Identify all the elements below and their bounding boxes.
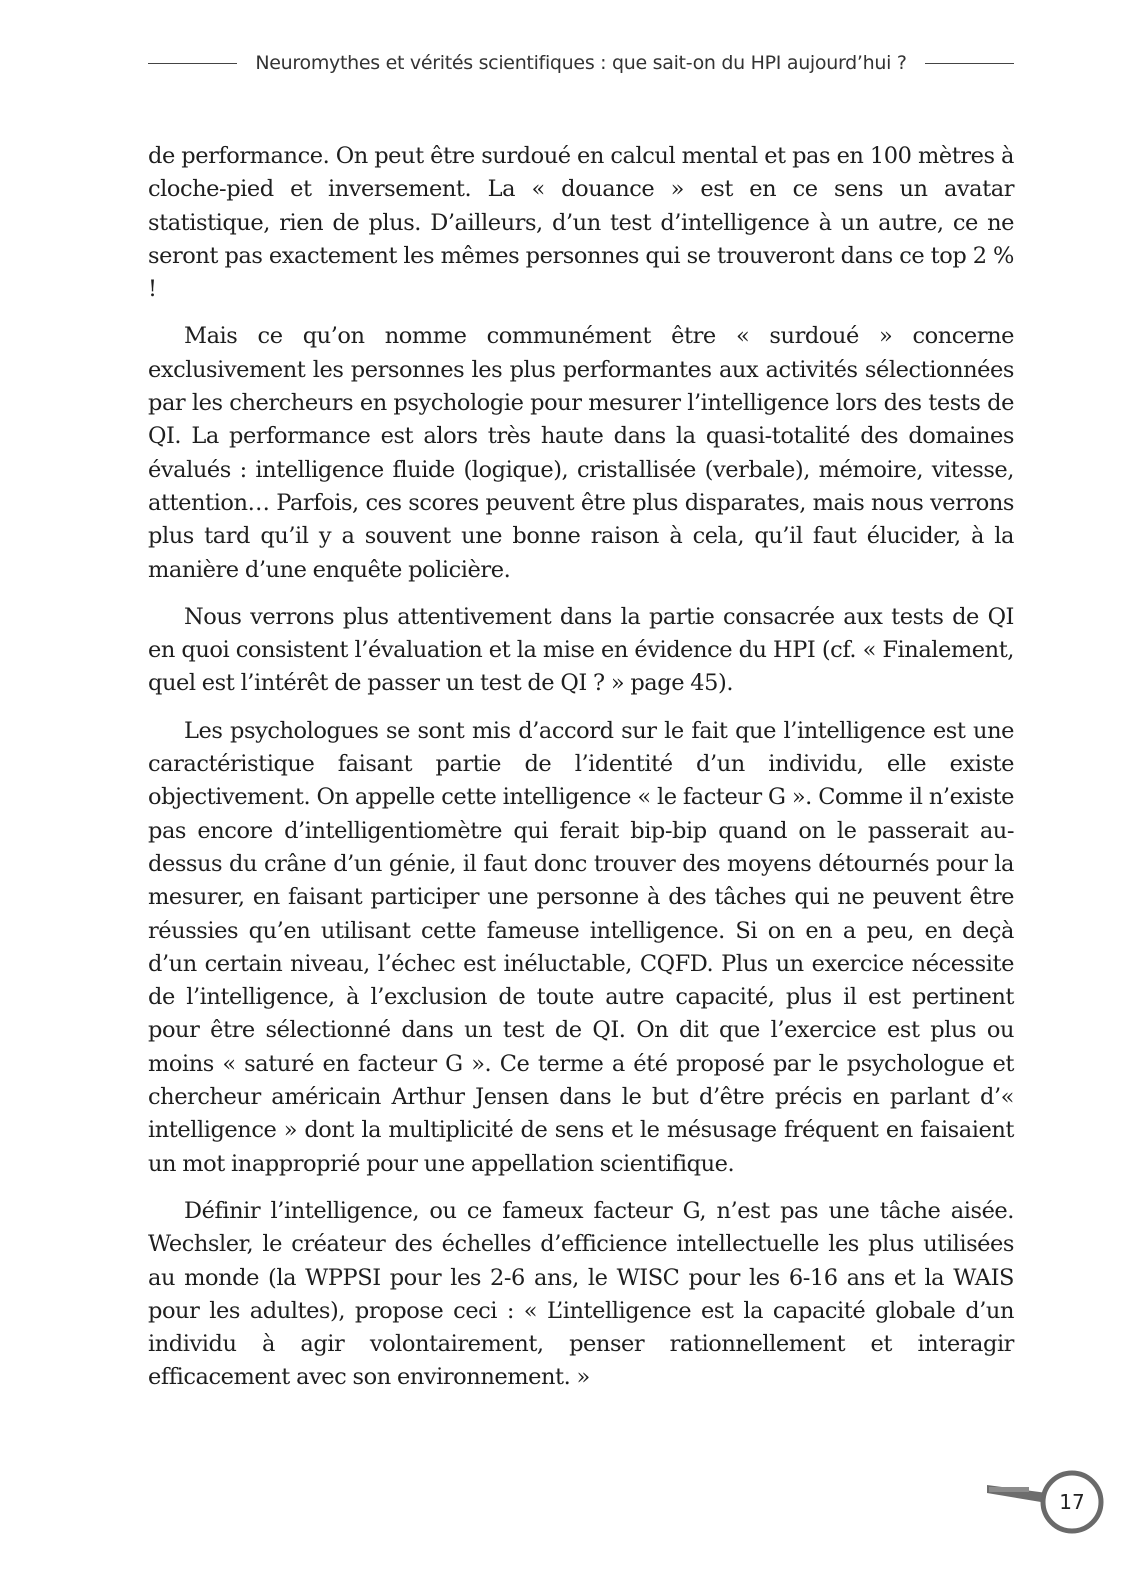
body-text (148, 140, 1014, 1409)
paragraph-4: Les psychologues se sont mis d’accord sur le fait que l’intelligence est une caractéristique faisant partie de l’identité d’un individu, elle existe objectivement. On appelle cette intelligence « le facteur G ». Comme il n’existe pas encore d’intelligentiomètre qui ferait bip-bip quand on le passerait au-dessus du crâne d’un génie, il faut donc trouver des moyens détournés pour la mesurer, en faisant participer une personne à des tâches qui ne peuvent être réussies qu’en utilisant cette fameuse intelligence. Si on en a peu, en deçà d’un certain niveau, l’échec est inéluctable, CQFD. Plus un exercice nécessite de l’intelligence, à l’exclusion de toute autre capacité, plus il est pertinent pour être sélectionné dans un test de QI. On dit que l’exercice est plus ou moins « saturé en facteur G ». Ce terme a été proposé par le psychologue et chercheur américain Arthur Jensen dans le but d’être précis en parlant d’« intelligence » dont la multiplicité de sens et le mésusage fréquent en faisaient un mot inapproprié pour une appellation scientifique. (148, 717, 1014, 1177)
header-rule-right (925, 63, 1014, 64)
paragraph-2: Mais ce qu’on nomme communément être « surdoué » concerne exclusivement les personnes les plus performantes aux activités sélectionnées par les chercheurs en psychologie pour mesurer l’intelligence lors des tests de QI. La performance est alors très haute dans la quasi-totalité des domaines évalués : intelligence fluide (logique), cristallisée (verbale), mémoire, vitesse, attention… Parfois, ces scores peuvent être plus disparates, mais nous verrons plus tard qu’il y a souvent une bonne raison à cela, qu’il faut élucider, à la manière d’une enquête policière. (148, 323, 1014, 583)
page-number: 17 (1059, 1490, 1085, 1514)
running-header (148, 48, 1014, 78)
paragraph-5: Définir l’intelligence, ou ce fameux facteur G, n’est pas une tâche aisée. Wechsler, le créateur des échelles d’efficience intellectuelle les plus utilisées au monde (la WPPSI pour les 2-6 ans, le WISC pour les 6-16 ans et la WAIS pour les adultes), propose ceci : « L’intelligence est la capacité globale d’un individu à agir volontairement, penser rationnellement et interagir efficacement avec son environnement. » (148, 1197, 1014, 1391)
paragraph-3: Nous verrons plus attentivement dans la partie consacrée aux tests de QI en quoi consistent l’évaluation et la mise en évidence du HPI (cf. « Finalement, quel est l’intérêt de passer un test de QI ? » page 45). (148, 603, 1014, 697)
running-title: Neuromythes et vérités scientifiques : que sait-on du HPI aujourd’hui ? (255, 52, 907, 74)
page-number-marker (985, 1462, 1115, 1552)
header-rule-left (148, 63, 237, 64)
paragraph-1: de performance. On peut être surdoué en calcul mental et pas en 100 mètres à cloche-pied et inversement. La « douance » est en ce sens un avatar statistique, rien de plus. D’ailleurs, d’un test d’intelligence à un autre, ce ne seront pas exactement les mêmes personnes qui se trouveront dans ce top 2 % ! (148, 143, 1014, 303)
